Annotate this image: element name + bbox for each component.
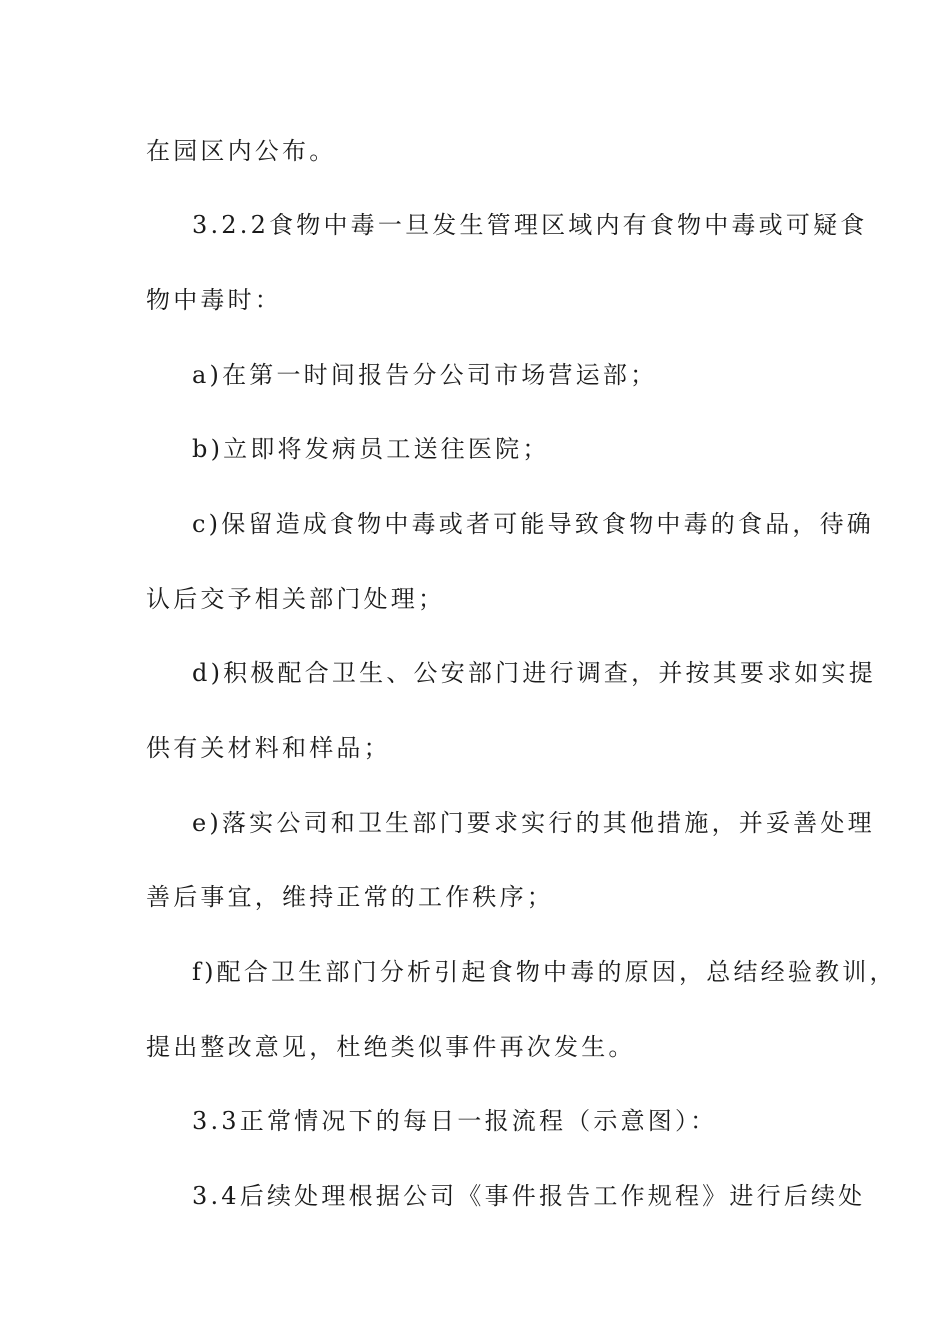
list-item-b: b)立即将发病员工送往医院；: [192, 435, 550, 463]
list-item-c-continuation: 认后交予相关部门处理；: [146, 585, 446, 613]
list-item-a: a)在第一时间报告分公司市场营运部；: [192, 361, 658, 389]
list-item-e: e)落实公司和卫生部门要求实行的其他措施，并妥善处理: [192, 809, 875, 837]
list-item-d: d)积极配合卫生、公安部门进行调查，并按其要求如实提: [192, 659, 876, 687]
section-3-4-heading: 3.4后续处理根据公司《事件报告工作规程》进行后续处: [192, 1182, 866, 1210]
section-3-2-2-heading: 3.2.2食物中毒一旦发生管理区域内有食物中毒或可疑食: [192, 211, 868, 239]
list-item-f: f)配合卫生部门分析引起食物中毒的原因，总结经验教训，: [192, 958, 897, 986]
section-3-2-2-continuation: 物中毒时：: [146, 286, 282, 314]
list-item-f-continuation: 提出整改意见，杜绝类似事件再次发生。: [146, 1033, 636, 1061]
section-3-3-heading: 3.3正常情况下的每日一报流程（示意图）：: [192, 1107, 718, 1135]
list-item-c: c)保留造成食物中毒或者可能导致食物中毒的食品，待确: [192, 510, 875, 538]
text-line-announce: 在园区内公布。: [146, 137, 337, 165]
list-item-d-continuation: 供有关材料和样品；: [146, 734, 391, 762]
list-item-e-continuation: 善后事宜，维持正常的工作秩序；: [146, 883, 554, 911]
